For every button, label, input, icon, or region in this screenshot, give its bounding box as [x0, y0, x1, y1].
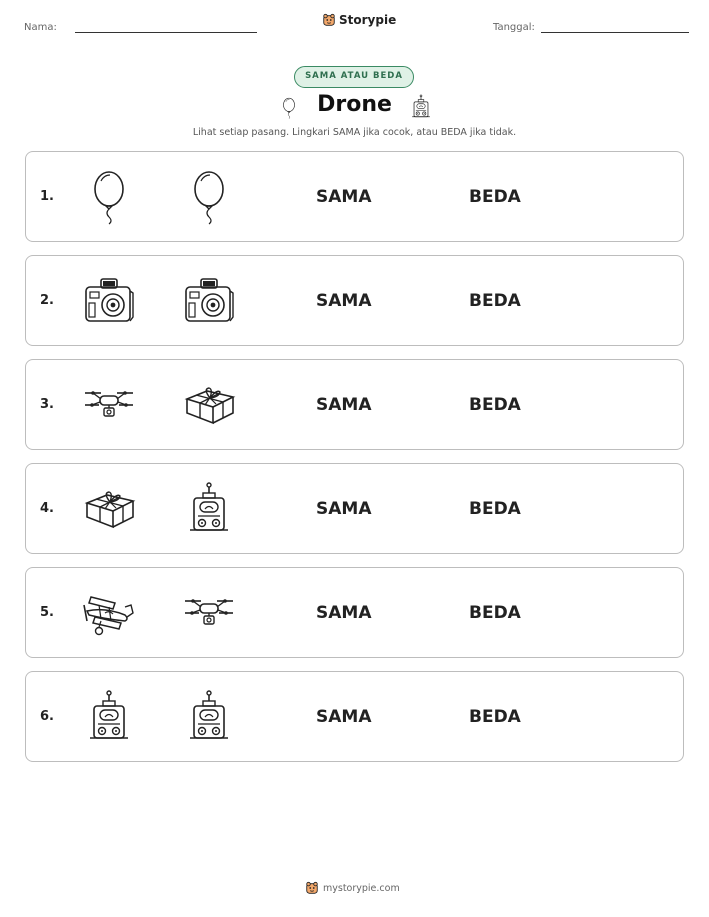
same-option[interactable]: SAMA — [316, 499, 372, 519]
date-line[interactable] — [541, 20, 689, 33]
page-title: Drone — [317, 92, 392, 117]
worksheet-type-badge: SAMA ATAU BEDA — [294, 66, 414, 88]
gift-box-icon — [81, 481, 137, 537]
question-row-3 — [25, 359, 684, 450]
robot-icon — [181, 481, 237, 537]
name-label: Nama: — [24, 22, 57, 33]
different-option[interactable]: BEDA — [469, 499, 521, 519]
drone-icon — [181, 585, 237, 641]
footer-url[interactable]: mystorypie.com — [323, 882, 400, 894]
row-number: 5. — [40, 605, 54, 620]
different-option[interactable]: BEDA — [469, 603, 521, 623]
same-option[interactable]: SAMA — [316, 291, 372, 311]
date-label: Tanggal: — [493, 22, 535, 33]
question-row-2 — [25, 255, 684, 346]
date-field[interactable] — [493, 20, 689, 33]
camera-icon — [81, 273, 137, 329]
same-option[interactable]: SAMA — [316, 395, 372, 415]
different-option[interactable]: BEDA — [469, 187, 521, 207]
row-number: 3. — [40, 397, 54, 412]
name-line[interactable] — [75, 20, 257, 33]
row-number: 6. — [40, 709, 54, 724]
biplane-icon — [81, 585, 137, 641]
question-row-6 — [25, 671, 684, 762]
balloon-icon — [181, 169, 237, 225]
different-option[interactable]: BEDA — [469, 707, 521, 727]
storypie-logo-icon — [322, 13, 336, 27]
robot-icon — [81, 689, 137, 745]
robot-icon — [181, 689, 237, 745]
same-option[interactable]: SAMA — [316, 707, 372, 727]
row-number: 1. — [40, 189, 54, 204]
robot-icon — [408, 90, 434, 124]
row-number: 2. — [40, 293, 54, 308]
different-option[interactable]: BEDA — [469, 395, 521, 415]
footer — [305, 881, 400, 895]
question-row-4 — [25, 463, 684, 554]
instruction-text: Lihat setiap pasang. Lingkari SAMA jika cocok, atau BEDA jika tidak. — [192, 127, 517, 138]
name-field[interactable] — [24, 20, 257, 33]
different-option[interactable]: BEDA — [469, 291, 521, 311]
same-option[interactable]: SAMA — [316, 187, 372, 207]
balloon-icon — [81, 169, 137, 225]
brand-logo — [322, 13, 396, 27]
same-option[interactable]: SAMA — [316, 603, 372, 623]
drone-icon — [81, 377, 137, 433]
storypie-logo-icon — [305, 881, 319, 895]
question-row-5 — [25, 567, 684, 658]
camera-icon — [181, 273, 237, 329]
question-row-1 — [25, 151, 684, 242]
brand-name: Storypie — [339, 13, 397, 27]
row-number: 4. — [40, 501, 54, 516]
gift-box-icon — [181, 377, 237, 433]
